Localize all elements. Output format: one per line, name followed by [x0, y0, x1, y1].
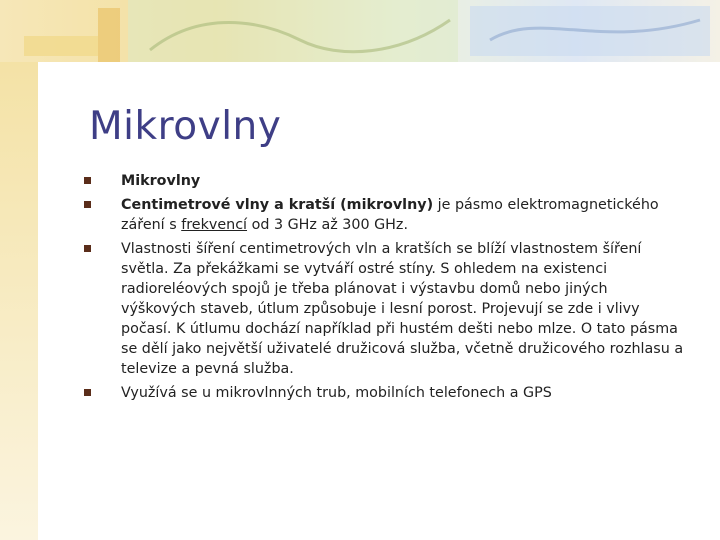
decorative-header-art — [0, 0, 720, 62]
bullet-item-3 — [84, 239, 684, 379]
bullet-text: je pásmo elektromagnetického záření s — [121, 197, 659, 233]
bullet-text: Vlastnosti šíření centimetrových vln a kratších se blíží vlastnostem šíření světla. Za překážkami se vytváří ostré stíny. S ohledem na existenci radioreléových spojů je třeba plánovat i výstavbu domů nebo jiných výškových staveb, útlum způsobuje i lesní porost. Projevují se zde i vlivy počasí. K útlumu dochází například při hustém dešti nebo mlze. O tato pásma se dělí jako největší uživatelé družicová služba, včetně družicového rozhlasu a televize a pevná služba. — [121, 241, 684, 377]
bullet-item-4 — [84, 383, 684, 403]
bullet-list — [84, 171, 684, 407]
square-bullet-icon — [84, 201, 91, 208]
bullet-item-2 — [84, 195, 684, 235]
bullet-item-1 — [84, 171, 684, 191]
square-bullet-icon — [84, 389, 91, 396]
bullet-text: Využívá se u mikrovlnných trub, mobilních telefonech a GPS — [121, 385, 552, 401]
square-bullet-icon — [84, 245, 91, 252]
slide-title: Mikrovlny — [89, 104, 282, 149]
bullet-lead: Mikrovlny — [121, 173, 201, 189]
bullet-text: od 3 GHz až 300 GHz. — [247, 217, 408, 233]
bullet-lead: Centimetrové vlny a kratší (mikrovlny) — [121, 197, 434, 213]
frekvenci-link[interactable]: frekvencí — [181, 217, 248, 233]
decorative-left-strip — [0, 62, 38, 540]
square-bullet-icon — [84, 177, 91, 184]
